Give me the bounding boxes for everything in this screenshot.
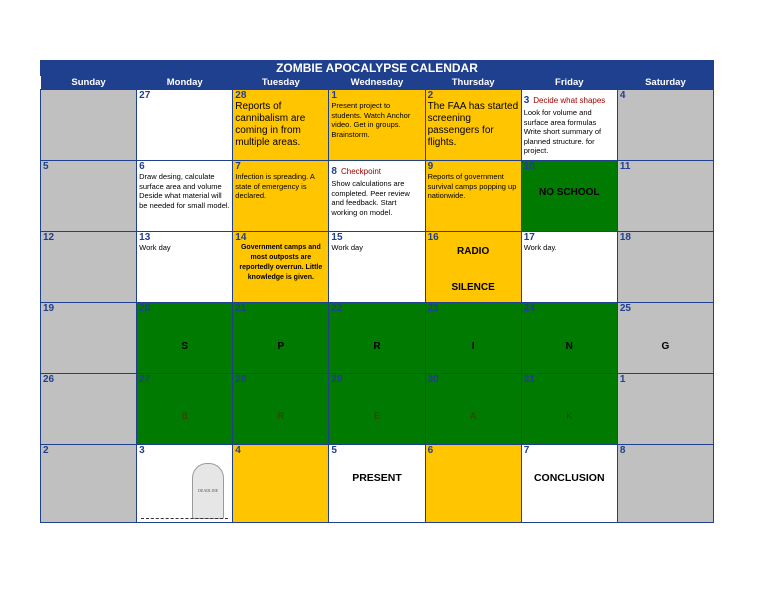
day-header-saturday: Saturday bbox=[617, 76, 713, 90]
day-number: 4 bbox=[619, 90, 626, 101]
break-letter: R bbox=[277, 411, 285, 421]
day-cell[interactable] bbox=[425, 303, 521, 374]
day-cell[interactable] bbox=[521, 374, 617, 445]
day-cell[interactable] bbox=[617, 161, 713, 232]
day-number: 15 bbox=[331, 232, 343, 243]
day-number: 17 bbox=[523, 232, 535, 243]
day-number: 4 bbox=[235, 445, 241, 456]
day-cell[interactable] bbox=[41, 90, 137, 161]
week-row bbox=[41, 90, 714, 161]
no-school-label: NO SCHOOL bbox=[538, 187, 600, 198]
day-header-sunday: Sunday bbox=[41, 76, 137, 90]
day-number: 20 bbox=[139, 303, 151, 314]
day-note: Look for volume and surface area formulas Write short summary of planned structure. for project. bbox=[523, 108, 602, 155]
day-cell[interactable] bbox=[41, 374, 137, 445]
day-cell[interactable] bbox=[137, 445, 233, 523]
day-number: 23 bbox=[427, 303, 439, 314]
day-header-tuesday: Tuesday bbox=[233, 76, 329, 90]
day-cell[interactable] bbox=[233, 232, 329, 303]
day-number: 28 bbox=[235, 90, 247, 101]
day-number: 26 bbox=[43, 374, 55, 385]
day-cell[interactable] bbox=[521, 161, 617, 232]
radio-label: RADIO bbox=[457, 246, 490, 257]
break-letter: E bbox=[373, 411, 380, 421]
day-header-monday: Monday bbox=[137, 76, 233, 90]
day-cell[interactable] bbox=[617, 90, 713, 161]
day-cell[interactable] bbox=[425, 90, 521, 161]
day-number: 7 bbox=[523, 445, 530, 456]
day-note: Show calculations are completed. Peer review and feedback. Start working on model. bbox=[331, 179, 410, 217]
day-cell[interactable] bbox=[137, 90, 233, 161]
day-number: 19 bbox=[43, 303, 55, 314]
day-number: 7 bbox=[235, 161, 241, 172]
day-number: 5 bbox=[331, 445, 337, 456]
day-cell[interactable] bbox=[233, 445, 329, 523]
day-cell[interactable] bbox=[329, 303, 425, 374]
day-number: 30 bbox=[427, 374, 439, 385]
tombstone-text: DEADLINE bbox=[198, 488, 219, 493]
day-cell[interactable] bbox=[329, 374, 425, 445]
tombstone-icon bbox=[192, 463, 224, 519]
break-letter: G bbox=[661, 341, 670, 352]
day-number: 3 bbox=[139, 445, 145, 456]
day-cell[interactable] bbox=[329, 445, 425, 523]
day-note: Reports of government survival camps popping up nationwide. bbox=[427, 172, 517, 200]
day-note: Infection is spreading. A state of emergency is declared. bbox=[235, 172, 315, 200]
day-cell[interactable] bbox=[617, 374, 713, 445]
day-note: Present project to students. Watch Anchor video. Get in groups. Brainstorm. bbox=[331, 101, 411, 139]
day-cell[interactable] bbox=[233, 374, 329, 445]
break-letter: A bbox=[470, 411, 477, 421]
day-number: 3 bbox=[523, 95, 530, 106]
day-number: 8 bbox=[331, 166, 337, 177]
day-number: 9 bbox=[427, 161, 434, 172]
silence-label: SILENCE bbox=[451, 282, 495, 293]
day-note: Draw desing, calculate surface area and volume Deside what material will be needed for small model. bbox=[139, 172, 230, 210]
day-number: 14 bbox=[235, 232, 247, 243]
day-number: 1 bbox=[619, 374, 626, 385]
day-number: 1 bbox=[331, 90, 337, 101]
break-letter: N bbox=[565, 341, 573, 352]
day-cell[interactable] bbox=[521, 445, 617, 523]
day-cell[interactable] bbox=[617, 303, 713, 374]
day-number: 10 bbox=[523, 161, 535, 172]
calendar-title: ZOMBIE APOCALYPSE CALENDAR bbox=[41, 61, 714, 76]
day-cell[interactable] bbox=[137, 161, 233, 232]
day-number: 6 bbox=[139, 161, 145, 172]
day-number: 2 bbox=[427, 90, 434, 101]
day-cell[interactable] bbox=[41, 161, 137, 232]
day-number: 29 bbox=[331, 374, 343, 385]
day-header-wednesday: Wednesday bbox=[329, 76, 425, 90]
day-number: 27 bbox=[139, 374, 151, 385]
day-cell[interactable] bbox=[329, 90, 425, 161]
day-cell[interactable] bbox=[41, 445, 137, 523]
day-of-week-header-row bbox=[41, 76, 714, 90]
day-number: 25 bbox=[619, 303, 631, 314]
week-row bbox=[41, 445, 714, 523]
day-cell[interactable] bbox=[137, 303, 233, 374]
week-row bbox=[41, 303, 714, 374]
week-row bbox=[41, 161, 714, 232]
day-number: 18 bbox=[619, 232, 631, 243]
break-letter: I bbox=[471, 341, 475, 352]
day-note: The FAA has started screening passengers for flights. bbox=[427, 101, 519, 148]
day-number: 6 bbox=[427, 445, 434, 456]
day-header-thursday: Thursday bbox=[425, 76, 521, 90]
day-cell[interactable] bbox=[137, 374, 233, 445]
calendar-weeks bbox=[41, 90, 714, 523]
day-number: 24 bbox=[523, 303, 535, 314]
day-number: 21 bbox=[235, 303, 247, 314]
day-number: 31 bbox=[523, 374, 535, 385]
day-number: 8 bbox=[619, 445, 626, 456]
day-cell[interactable] bbox=[137, 232, 233, 303]
day-number: 11 bbox=[619, 161, 631, 172]
break-letter: K bbox=[566, 411, 573, 421]
day-cell[interactable] bbox=[329, 232, 425, 303]
dashed-line bbox=[141, 518, 228, 519]
day-cell[interactable] bbox=[233, 161, 329, 232]
day-cell[interactable] bbox=[425, 374, 521, 445]
day-label: Checkpoint bbox=[340, 167, 382, 176]
break-letter: S bbox=[181, 341, 189, 352]
day-note: Government camps and most outposts are reportedly overrun. Little knowledge is given. bbox=[239, 244, 323, 281]
day-header-friday: Friday bbox=[521, 76, 617, 90]
day-label: Decide what shapes bbox=[533, 96, 606, 105]
day-cell[interactable] bbox=[425, 232, 521, 303]
milestone-label: CONCLUSION bbox=[533, 472, 605, 484]
week-row bbox=[41, 232, 714, 303]
day-cell[interactable] bbox=[521, 303, 617, 374]
day-note: Reports of cannibalism are coming in from multiple areas. bbox=[235, 101, 306, 148]
calendar-table bbox=[40, 60, 714, 523]
day-cell[interactable] bbox=[41, 232, 137, 303]
day-number: 2 bbox=[43, 445, 49, 456]
day-cell[interactable] bbox=[425, 445, 521, 523]
break-letter: P bbox=[277, 341, 285, 352]
day-cell[interactable] bbox=[521, 232, 617, 303]
day-cell[interactable] bbox=[41, 303, 137, 374]
day-number: 13 bbox=[139, 232, 151, 243]
tombstone-image bbox=[137, 457, 232, 521]
milestone-label: PRESENT bbox=[352, 472, 402, 484]
day-number: 5 bbox=[43, 161, 49, 172]
day-note: Work day bbox=[331, 243, 363, 252]
break-letter: B bbox=[181, 411, 188, 421]
day-cell[interactable] bbox=[233, 90, 329, 161]
break-letter: R bbox=[373, 341, 381, 352]
day-number: 16 bbox=[427, 232, 439, 243]
day-cell[interactable] bbox=[425, 161, 521, 232]
day-note: Work day. bbox=[523, 243, 557, 252]
day-cell[interactable] bbox=[521, 90, 617, 161]
day-number: 12 bbox=[43, 232, 55, 243]
day-cell[interactable] bbox=[329, 161, 425, 232]
day-number: 28 bbox=[235, 374, 247, 385]
day-cell[interactable] bbox=[617, 445, 713, 523]
day-note: Work day bbox=[139, 243, 171, 252]
day-cell[interactable] bbox=[233, 303, 329, 374]
day-number: 27 bbox=[139, 90, 151, 101]
day-cell[interactable] bbox=[617, 232, 713, 303]
day-number: 22 bbox=[331, 303, 343, 314]
week-row bbox=[41, 374, 714, 445]
